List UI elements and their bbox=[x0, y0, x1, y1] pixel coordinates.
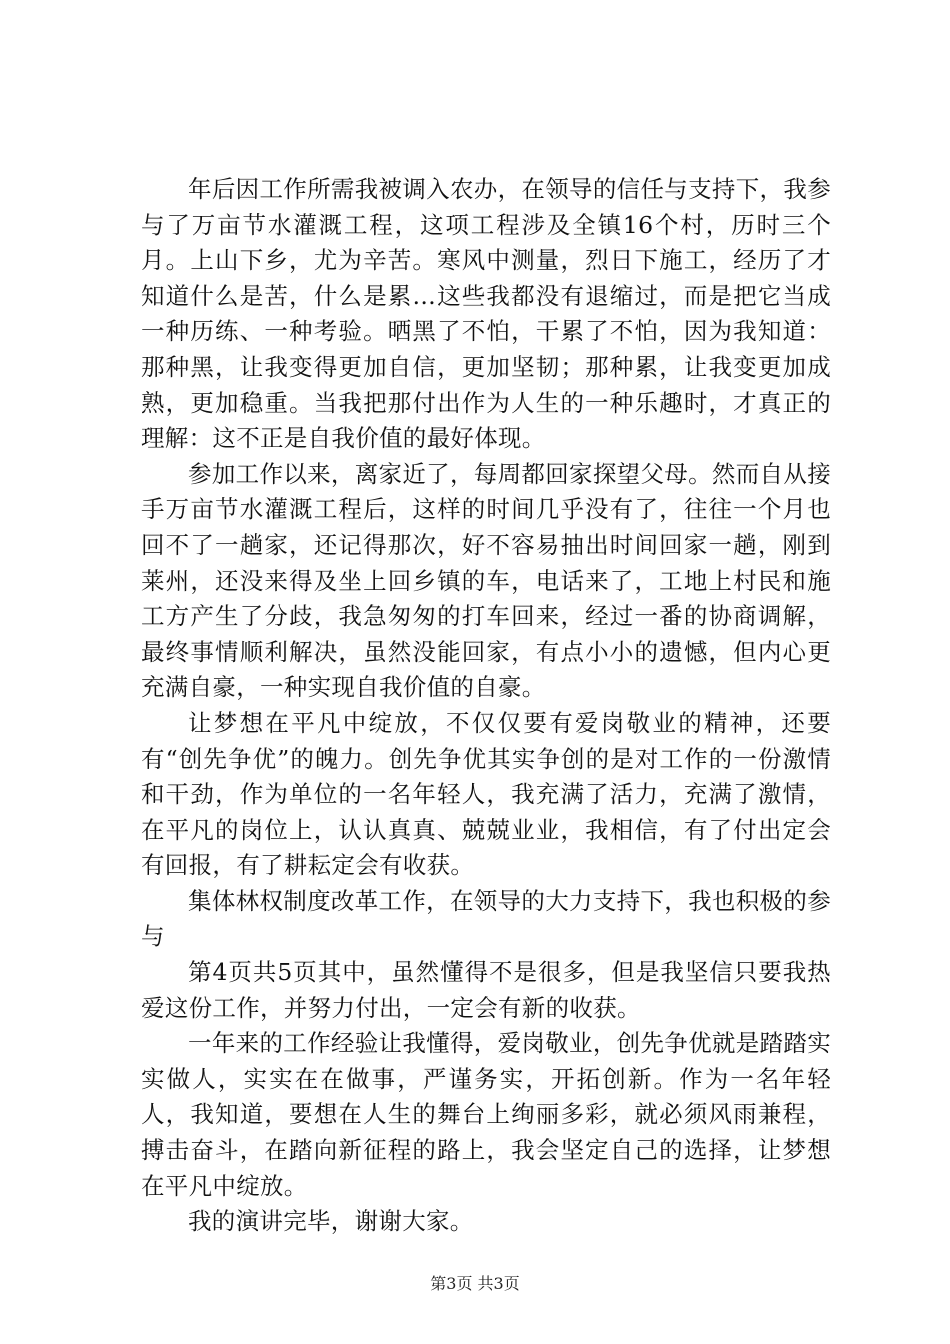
paragraph: 第4页共5页其中，虽然懂得不是很多，但是我坚信只要我热爱这份工作，并努力付出，一定会有新的收获。 bbox=[141, 958, 831, 1022]
paragraph: 一年来的工作经验让我懂得，爱岗敬业，创先争优就是踏踏实实做人，实实在在做事，严谨务实，开拓创新。作为一名年轻人，我知道，要想在人生的舞台上绚丽多彩，就必须风雨兼程，搏击奋斗，在踏向新征程的路上，我会坚定自己的选择，让梦想在平凡中绽放。 bbox=[141, 1029, 831, 1200]
document-body bbox=[141, 172, 831, 1240]
paragraph: 集体林权制度改革工作，在领导的大力支持下，我也积极的参与 bbox=[141, 886, 831, 951]
paragraph: 年后因工作所需我被调入农办，在领导的信任与支持下，我参与了万亩节水灌溉工程，这项工程涉及全镇16个村，历时三个月。上山下乡，尤为辛苦。寒风中测量，烈日下施工，经历了才知道什么是苦，什么是累…这些我都没有退缩过，而是把它当成一种历练、一种考验。晒黑了不怕，干累了不怕，因为我知道：那种黑，让我变得更加自信，更加坚韧；那种累，让我变更加成熟，更加稳重。当我把那付出作为人生的一种乐趣时，才真正的理解：这不正是自我价值的最好体现。 bbox=[141, 175, 831, 453]
paragraph: 参加工作以来，离家近了，每周都回家探望父母。然而自从接手万亩节水灌溉工程后，这样的时间几乎没有了，往往一个月也回不了一趟家，还记得那次，好不容易抽出时间回家一趟，刚到莱州，还没来得及坐上回乡镇的车，电话来了，工地上村民和施工方产生了分歧，我急匆匆的打车回来，经过一番的协商调解，最终事情顺利解决，虽然没能回家，有点小小的遗憾，但内心更充满自豪，一种实现自我价值的自豪。 bbox=[141, 459, 831, 702]
page-footer: 第3页 共3页 bbox=[430, 1274, 520, 1293]
paragraph: 我的演讲完毕，谢谢大家。 bbox=[188, 1207, 474, 1236]
paragraph: 让梦想在平凡中绽放，不仅仅要有爱岗敬业的精神，还要有“创先争优”的魄力。创先争优其实争创的是对工作的一份激情和干劲，作为单位的一名年轻人，我充满了活力，充满了激情，在平凡的岗位上，认认真真、兢兢业业，我相信，有了付出定会有回报，有了耕耘定会有收获。 bbox=[141, 708, 831, 880]
